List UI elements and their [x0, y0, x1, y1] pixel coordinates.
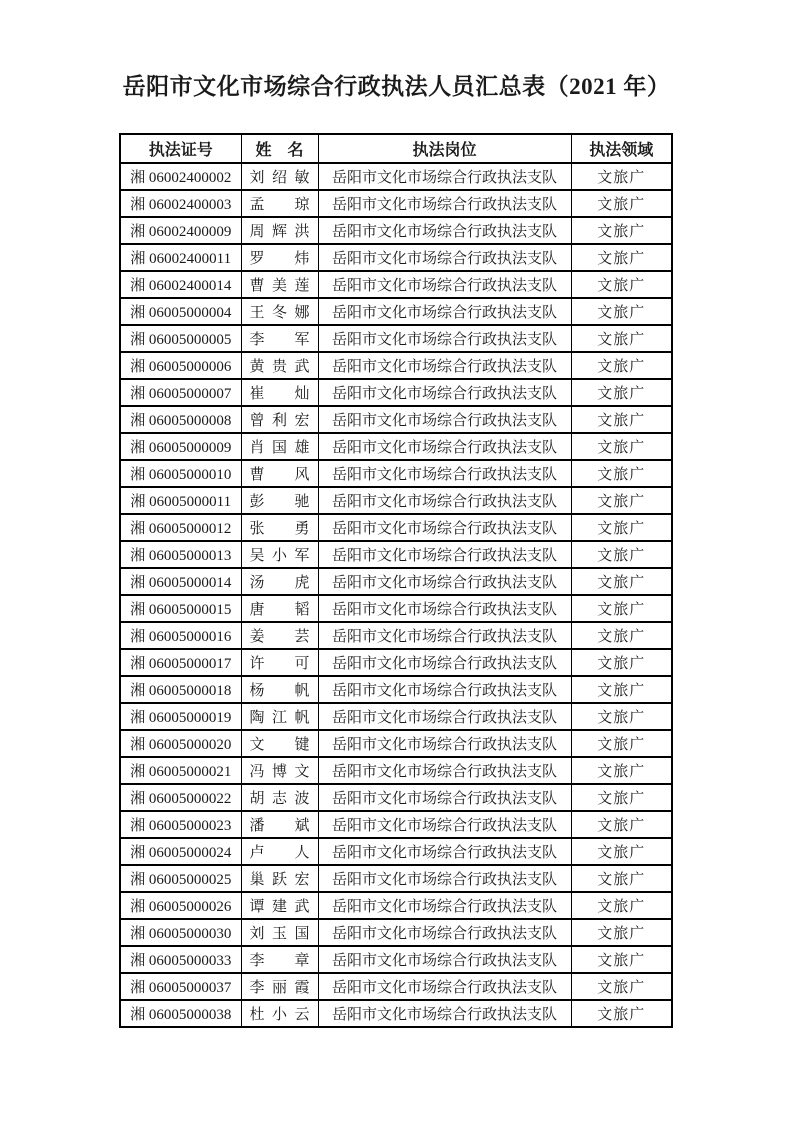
position-cell: 岳阳市文化市场综合行政执法支队 — [318, 919, 571, 946]
table-row — [120, 433, 672, 460]
position-cell: 岳阳市文化市场综合行政执法支队 — [318, 730, 571, 757]
table-row — [120, 703, 672, 730]
name-cell — [241, 649, 318, 676]
name-cell — [241, 784, 318, 811]
cert-number-cell: 湘 06005000021 — [120, 757, 241, 784]
field-cell: 文旅广 — [571, 838, 672, 865]
name-text: 曹 风 — [249, 467, 310, 483]
position-cell: 岳阳市文化市场综合行政执法支队 — [318, 271, 571, 298]
table-row — [120, 460, 672, 487]
cert-number-cell: 湘 06005000026 — [120, 892, 241, 919]
cert-number-cell: 湘 06005000023 — [120, 811, 241, 838]
name-text: 杨 帆 — [249, 683, 310, 699]
cert-number-cell: 湘 06005000018 — [120, 676, 241, 703]
cert-number-cell: 湘 06005000017 — [120, 649, 241, 676]
cert-number-cell: 湘 06002400014 — [120, 271, 241, 298]
cert-number-cell: 湘 06005000016 — [120, 622, 241, 649]
name-cell — [241, 676, 318, 703]
field-cell: 文旅广 — [571, 568, 672, 595]
name-cell — [241, 1000, 318, 1027]
table-row — [120, 838, 672, 865]
name-cell — [241, 406, 318, 433]
name-text: 谭建武 — [249, 899, 310, 915]
table-row — [120, 622, 672, 649]
position-cell: 岳阳市文化市场综合行政执法支队 — [318, 325, 571, 352]
name-cell — [241, 460, 318, 487]
position-cell: 岳阳市文化市场综合行政执法支队 — [318, 946, 571, 973]
cert-number-cell: 湘 06005000030 — [120, 919, 241, 946]
name-text: 胡志波 — [249, 791, 310, 807]
table-row — [120, 784, 672, 811]
table-row — [120, 595, 672, 622]
name-text: 彭 驰 — [249, 494, 310, 510]
table-row — [120, 163, 672, 190]
position-cell: 岳阳市文化市场综合行政执法支队 — [318, 217, 571, 244]
table-row — [120, 892, 672, 919]
cert-number-cell: 湘 06002400009 — [120, 217, 241, 244]
position-cell: 岳阳市文化市场综合行政执法支队 — [318, 811, 571, 838]
table-row — [120, 865, 672, 892]
field-cell: 文旅广 — [571, 811, 672, 838]
field-cell: 文旅广 — [571, 730, 672, 757]
cert-number-cell: 湘 06005000015 — [120, 595, 241, 622]
name-text: 黄贵武 — [249, 359, 310, 375]
field-cell: 文旅广 — [571, 703, 672, 730]
field-cell: 文旅广 — [571, 406, 672, 433]
name-text: 崔 灿 — [249, 386, 310, 402]
position-cell: 岳阳市文化市场综合行政执法支队 — [318, 595, 571, 622]
name-text: 罗 炜 — [249, 251, 310, 267]
name-text: 卢 人 — [249, 845, 310, 861]
field-cell: 文旅广 — [571, 946, 672, 973]
table-row — [120, 1000, 672, 1027]
column-header-cert: 执法证号 — [120, 134, 241, 163]
name-cell — [241, 514, 318, 541]
position-cell: 岳阳市文化市场综合行政执法支队 — [318, 649, 571, 676]
position-cell: 岳阳市文化市场综合行政执法支队 — [318, 1000, 571, 1027]
name-text: 刘绍敏 — [249, 170, 310, 186]
name-cell — [241, 946, 318, 973]
field-cell: 文旅广 — [571, 487, 672, 514]
position-cell: 岳阳市文化市场综合行政执法支队 — [318, 757, 571, 784]
name-cell — [241, 811, 318, 838]
table-row — [120, 244, 672, 271]
position-cell: 岳阳市文化市场综合行政执法支队 — [318, 352, 571, 379]
field-cell: 文旅广 — [571, 163, 672, 190]
cert-number-cell: 湘 06005000013 — [120, 541, 241, 568]
position-cell: 岳阳市文化市场综合行政执法支队 — [318, 379, 571, 406]
position-cell: 岳阳市文化市场综合行政执法支队 — [318, 622, 571, 649]
table-row — [120, 757, 672, 784]
field-cell: 文旅广 — [571, 325, 672, 352]
name-text: 陶江帆 — [249, 710, 310, 726]
cert-number-cell: 湘 06005000009 — [120, 433, 241, 460]
name-text: 文 键 — [249, 737, 310, 753]
name-cell — [241, 703, 318, 730]
position-cell: 岳阳市文化市场综合行政执法支队 — [318, 514, 571, 541]
name-cell — [241, 325, 318, 352]
name-text: 刘玉国 — [249, 926, 310, 942]
name-text: 杜小云 — [249, 1007, 310, 1023]
table-row — [120, 271, 672, 298]
cert-number-cell: 湘 06005000037 — [120, 973, 241, 1000]
name-text: 曾利宏 — [249, 413, 310, 429]
field-cell: 文旅广 — [571, 460, 672, 487]
cert-number-cell: 湘 06005000008 — [120, 406, 241, 433]
name-cell — [241, 190, 318, 217]
table-row — [120, 676, 672, 703]
field-cell: 文旅广 — [571, 190, 672, 217]
field-cell: 文旅广 — [571, 892, 672, 919]
name-text: 巢跃宏 — [249, 872, 310, 888]
position-cell: 岳阳市文化市场综合行政执法支队 — [318, 487, 571, 514]
table-body — [120, 163, 672, 1027]
position-cell: 岳阳市文化市场综合行政执法支队 — [318, 703, 571, 730]
position-cell: 岳阳市文化市场综合行政执法支队 — [318, 244, 571, 271]
field-cell: 文旅广 — [571, 865, 672, 892]
table-header — [120, 134, 672, 163]
cert-number-cell: 湘 06002400002 — [120, 163, 241, 190]
name-cell — [241, 217, 318, 244]
name-text: 张 勇 — [249, 521, 310, 537]
field-cell: 文旅广 — [571, 676, 672, 703]
cert-number-cell: 湘 06005000006 — [120, 352, 241, 379]
name-text: 曹美莲 — [249, 278, 310, 294]
name-text: 吴小军 — [249, 548, 310, 564]
name-text: 周辉洪 — [249, 224, 310, 240]
field-cell: 文旅广 — [571, 973, 672, 1000]
name-cell — [241, 568, 318, 595]
field-cell: 文旅广 — [571, 622, 672, 649]
name-cell — [241, 379, 318, 406]
position-cell: 岳阳市文化市场综合行政执法支队 — [318, 541, 571, 568]
name-text: 孟 琼 — [249, 197, 310, 213]
name-cell — [241, 541, 318, 568]
cert-number-cell: 湘 06005000007 — [120, 379, 241, 406]
name-cell — [241, 973, 318, 1000]
name-cell — [241, 865, 318, 892]
name-cell — [241, 730, 318, 757]
field-cell: 文旅广 — [571, 541, 672, 568]
field-cell: 文旅广 — [571, 595, 672, 622]
position-cell: 岳阳市文化市场综合行政执法支队 — [318, 676, 571, 703]
name-text: 许 可 — [249, 656, 310, 672]
position-cell: 岳阳市文化市场综合行政执法支队 — [318, 460, 571, 487]
name-cell — [241, 595, 318, 622]
table-row — [120, 406, 672, 433]
cert-number-cell: 湘 06002400011 — [120, 244, 241, 271]
name-text: 冯博文 — [249, 764, 310, 780]
position-cell: 岳阳市文化市场综合行政执法支队 — [318, 298, 571, 325]
cert-number-cell: 湘 06002400003 — [120, 190, 241, 217]
table-row — [120, 514, 672, 541]
cert-number-cell: 湘 06005000014 — [120, 568, 241, 595]
table-row — [120, 379, 672, 406]
field-cell: 文旅广 — [571, 244, 672, 271]
table-row — [120, 352, 672, 379]
name-cell — [241, 622, 318, 649]
table-row — [120, 487, 672, 514]
position-cell: 岳阳市文化市场综合行政执法支队 — [318, 784, 571, 811]
name-text: 姜 芸 — [249, 629, 310, 645]
name-text: 李丽霞 — [249, 980, 310, 996]
cert-number-cell: 湘 06005000005 — [120, 325, 241, 352]
cert-number-cell: 湘 06005000012 — [120, 514, 241, 541]
column-header-name: 姓 名 — [241, 134, 318, 163]
cert-number-cell: 湘 06005000011 — [120, 487, 241, 514]
table-row — [120, 190, 672, 217]
table-row — [120, 973, 672, 1000]
cert-number-cell: 湘 06005000010 — [120, 460, 241, 487]
cert-number-cell: 湘 06005000019 — [120, 703, 241, 730]
field-cell: 文旅广 — [571, 757, 672, 784]
table-row — [120, 568, 672, 595]
position-cell: 岳阳市文化市场综合行政执法支队 — [318, 892, 571, 919]
cert-number-cell: 湘 06005000020 — [120, 730, 241, 757]
field-cell: 文旅广 — [571, 298, 672, 325]
field-cell: 文旅广 — [571, 649, 672, 676]
position-cell: 岳阳市文化市场综合行政执法支队 — [318, 838, 571, 865]
field-cell: 文旅广 — [571, 1000, 672, 1027]
field-cell: 文旅广 — [571, 433, 672, 460]
name-text: 肖国雄 — [249, 440, 310, 456]
field-cell: 文旅广 — [571, 919, 672, 946]
position-cell: 岳阳市文化市场综合行政执法支队 — [318, 433, 571, 460]
name-cell — [241, 838, 318, 865]
cert-number-cell: 湘 06005000038 — [120, 1000, 241, 1027]
table-row — [120, 217, 672, 244]
name-text: 潘 斌 — [249, 818, 310, 834]
column-header-field: 执法领域 — [571, 134, 672, 163]
name-cell — [241, 487, 318, 514]
cert-number-cell: 湘 06005000004 — [120, 298, 241, 325]
position-cell: 岳阳市文化市场综合行政执法支队 — [318, 406, 571, 433]
table-row — [120, 919, 672, 946]
header-row — [120, 134, 672, 163]
field-cell: 文旅广 — [571, 379, 672, 406]
field-cell: 文旅广 — [571, 352, 672, 379]
field-cell: 文旅广 — [571, 271, 672, 298]
table-row — [120, 811, 672, 838]
cert-number-cell: 湘 06005000024 — [120, 838, 241, 865]
cert-number-cell: 湘 06005000025 — [120, 865, 241, 892]
position-cell: 岳阳市文化市场综合行政执法支队 — [318, 163, 571, 190]
field-cell: 文旅广 — [571, 514, 672, 541]
name-cell — [241, 271, 318, 298]
table-row — [120, 325, 672, 352]
personnel-table — [119, 133, 673, 1028]
name-text: 李 章 — [249, 953, 310, 969]
table-row — [120, 946, 672, 973]
table-row — [120, 298, 672, 325]
name-text: 唐 韬 — [249, 602, 310, 618]
name-text: 王冬娜 — [249, 305, 310, 321]
name-cell — [241, 352, 318, 379]
name-cell — [241, 433, 318, 460]
column-header-position: 执法岗位 — [318, 134, 571, 163]
cert-number-cell: 湘 06005000033 — [120, 946, 241, 973]
field-cell: 文旅广 — [571, 784, 672, 811]
table-row — [120, 730, 672, 757]
page-title: 岳阳市文化市场综合行政执法人员汇总表（2021 年） — [122, 74, 671, 99]
position-cell: 岳阳市文化市场综合行政执法支队 — [318, 568, 571, 595]
name-cell — [241, 892, 318, 919]
name-cell — [241, 757, 318, 784]
table-row — [120, 649, 672, 676]
field-cell: 文旅广 — [571, 217, 672, 244]
position-cell: 岳阳市文化市场综合行政执法支队 — [318, 865, 571, 892]
name-text: 李 军 — [249, 332, 310, 348]
name-cell — [241, 298, 318, 325]
name-cell — [241, 919, 318, 946]
name-cell — [241, 244, 318, 271]
name-cell — [241, 163, 318, 190]
table-row — [120, 541, 672, 568]
position-cell: 岳阳市文化市场综合行政执法支队 — [318, 190, 571, 217]
position-cell: 岳阳市文化市场综合行政执法支队 — [318, 973, 571, 1000]
name-text: 汤 虎 — [249, 575, 310, 591]
cert-number-cell: 湘 06005000022 — [120, 784, 241, 811]
